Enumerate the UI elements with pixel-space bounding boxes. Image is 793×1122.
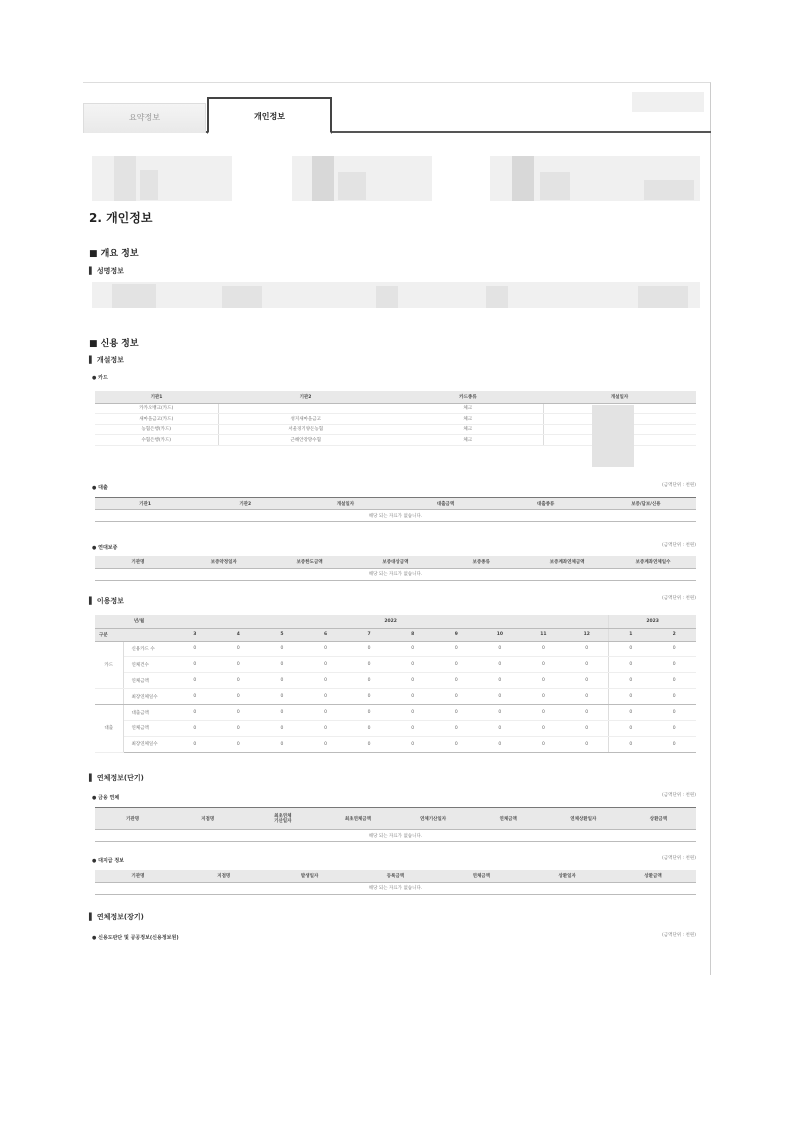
usage-card-body bbox=[95, 641, 696, 705]
overdue-short-title: ▌ 연체정보(단기) bbox=[89, 774, 144, 782]
row-label: 신용카드 수 bbox=[123, 641, 173, 657]
table-cell: 0 bbox=[652, 657, 696, 673]
table-row bbox=[95, 657, 696, 673]
row-label: 연체건수 bbox=[123, 657, 173, 673]
row-group-label bbox=[95, 689, 123, 705]
empty-message: 해당 되는 자료가 없습니다. bbox=[95, 882, 696, 894]
table-cell: 0 bbox=[565, 705, 609, 721]
credit-title-text: 신용 정보 bbox=[100, 339, 139, 349]
tab-personal[interactable]: 개인정보 bbox=[207, 97, 332, 134]
guarantee-table bbox=[95, 556, 696, 581]
month-header: 11 bbox=[522, 628, 566, 641]
section-title: 2. 개인정보 bbox=[89, 211, 153, 225]
table-cell: 0 bbox=[217, 736, 261, 752]
row-label: 연체금액 bbox=[123, 720, 173, 736]
table-header-row bbox=[95, 870, 696, 882]
table-row bbox=[95, 736, 696, 752]
month-header: 3 bbox=[173, 628, 217, 641]
table-cell: 0 bbox=[260, 736, 304, 752]
table-row bbox=[95, 689, 696, 705]
col-header: 대출금액 bbox=[395, 498, 495, 510]
col-header: 연체금액 bbox=[438, 870, 524, 882]
name-info-title: ▌ 성명정보 bbox=[89, 267, 124, 275]
month-header: 10 bbox=[478, 628, 522, 641]
table-cell: 0 bbox=[260, 720, 304, 736]
financial-overdue-label: ● 금융 연체 bbox=[92, 795, 120, 801]
col-header: 보증종류 bbox=[438, 556, 524, 568]
month-header: 8 bbox=[391, 628, 435, 641]
table-cell: 0 bbox=[260, 673, 304, 689]
col-header: 발생일자 bbox=[267, 870, 353, 882]
table-cell: 0 bbox=[391, 720, 435, 736]
loan-table bbox=[95, 497, 696, 522]
year-header-2023: 2023 bbox=[609, 615, 696, 628]
table-cell: 0 bbox=[522, 736, 566, 752]
table-cell: 0 bbox=[478, 705, 522, 721]
table-cell: 0 bbox=[391, 705, 435, 721]
row-label: 최장연체일수 bbox=[123, 736, 173, 752]
col-header: 기관2 bbox=[218, 391, 393, 403]
table-cell: 0 bbox=[434, 705, 478, 721]
usage-unit: (금액단위 : 천원) bbox=[662, 596, 696, 601]
table-cell: 0 bbox=[565, 689, 609, 705]
table-cell: 서울경기양돈농협 bbox=[218, 424, 393, 435]
table-cell: 0 bbox=[609, 736, 653, 752]
col-header: 상환일자 bbox=[524, 870, 610, 882]
table-header-row bbox=[95, 391, 696, 403]
table-cell: 0 bbox=[434, 673, 478, 689]
month-header: 9 bbox=[434, 628, 478, 641]
col-header: 기관명 bbox=[95, 556, 181, 568]
tab-bar bbox=[83, 97, 711, 133]
col-header: 보증약정일자 bbox=[181, 556, 267, 568]
table-cell: 체크 bbox=[393, 435, 543, 446]
col-header: 보증/담보/신용 bbox=[596, 498, 696, 510]
row-label: 최장연체일수 bbox=[123, 689, 173, 705]
month-header: 6 bbox=[304, 628, 348, 641]
table-cell: 0 bbox=[391, 736, 435, 752]
table-cell: 0 bbox=[609, 705, 653, 721]
table-cell: 0 bbox=[609, 720, 653, 736]
guarantee-label-text: 연대보증 bbox=[98, 545, 118, 551]
year-month-header: 년/월 bbox=[95, 615, 173, 628]
empty-row bbox=[95, 568, 696, 580]
table-row bbox=[95, 705, 696, 721]
row-label: 연체금액 bbox=[123, 673, 173, 689]
loan-label: ● 대출 bbox=[92, 485, 108, 491]
table-cell: 0 bbox=[347, 641, 391, 657]
loan-label-text: 대출 bbox=[98, 485, 108, 491]
table-cell: 0 bbox=[522, 673, 566, 689]
table-cell: 0 bbox=[217, 673, 261, 689]
table-cell: 0 bbox=[173, 657, 217, 673]
table-cell: 0 bbox=[652, 705, 696, 721]
table-cell: 0 bbox=[565, 736, 609, 752]
table-cell: 0 bbox=[304, 673, 348, 689]
public-info-label: ● 신용도판단 및 공공정보(신용정보원) bbox=[92, 935, 179, 941]
col-header: 카드종류 bbox=[393, 391, 543, 403]
table-cell: 0 bbox=[304, 736, 348, 752]
usage-title-text: 이용정보 bbox=[96, 597, 124, 605]
table-cell: 0 bbox=[173, 736, 217, 752]
col-header: 개설일자 bbox=[295, 498, 395, 510]
card-label: ● 카드 bbox=[92, 375, 108, 381]
col-header: 상환금액 bbox=[610, 870, 696, 882]
financial-overdue-table bbox=[95, 807, 696, 842]
table-row bbox=[95, 641, 696, 657]
guarantee-label: ● 연대보증 bbox=[92, 545, 118, 551]
table-cell: 0 bbox=[609, 657, 653, 673]
table-cell: 0 bbox=[434, 641, 478, 657]
name-info-text: 성명정보 bbox=[96, 267, 124, 275]
table-cell: 0 bbox=[522, 689, 566, 705]
table-header-row bbox=[95, 556, 696, 568]
table-cell: 체크 bbox=[393, 403, 543, 414]
table-cell: 0 bbox=[304, 641, 348, 657]
table-cell: 0 bbox=[217, 720, 261, 736]
col-header: 기관1 bbox=[95, 391, 218, 403]
row-label: 대출금액 bbox=[123, 705, 173, 721]
credit-title: ■ 신용 정보 bbox=[89, 339, 139, 349]
table-cell: 0 bbox=[347, 736, 391, 752]
table-cell: 0 bbox=[478, 736, 522, 752]
table-cell: 0 bbox=[652, 720, 696, 736]
redacted-block bbox=[632, 92, 704, 112]
table-cell: 0 bbox=[217, 689, 261, 705]
col-header: 지점명 bbox=[181, 870, 267, 882]
table-cell: 0 bbox=[173, 673, 217, 689]
table-cell: 0 bbox=[260, 641, 304, 657]
redacted-dates bbox=[592, 405, 634, 467]
subrogation-unit: (금액단위 : 천원) bbox=[662, 856, 696, 861]
subrogation-label: ● 대지급 정보 bbox=[92, 858, 125, 864]
col-header: 기관명 bbox=[95, 808, 170, 830]
col-header: 대출종류 bbox=[496, 498, 596, 510]
table-cell: 0 bbox=[565, 673, 609, 689]
table-cell: 0 bbox=[304, 720, 348, 736]
col-header: 등록금액 bbox=[353, 870, 439, 882]
guarantee-unit: (금액단위 : 천원) bbox=[662, 543, 696, 548]
open-info-title: ▌ 개설정보 bbox=[89, 356, 124, 364]
overview-title-text: 개요 정보 bbox=[100, 249, 139, 259]
table-cell: 농협은행(카드) bbox=[95, 424, 218, 435]
table-cell: 0 bbox=[173, 689, 217, 705]
col-header: 보증계좌연체일수 bbox=[610, 556, 696, 568]
overview-title: ■ 개요 정보 bbox=[89, 249, 139, 259]
table-cell: 0 bbox=[522, 705, 566, 721]
table-cell: 0 bbox=[173, 705, 217, 721]
empty-row bbox=[95, 510, 696, 522]
table-cell: 0 bbox=[391, 689, 435, 705]
usage-title: ▌ 이용정보 bbox=[89, 597, 124, 605]
col-header: 기관2 bbox=[195, 498, 295, 510]
tab-summary[interactable]: 요약정보 bbox=[83, 103, 206, 133]
table-header-row bbox=[95, 808, 696, 830]
table-cell: 0 bbox=[652, 689, 696, 705]
col-header: 최초연체 기산일자 bbox=[245, 808, 320, 830]
table-cell: 0 bbox=[434, 736, 478, 752]
empty-row bbox=[95, 830, 696, 842]
table-cell: 0 bbox=[260, 689, 304, 705]
col-header: 연체금액 bbox=[471, 808, 546, 830]
col-header: 보증대상금액 bbox=[353, 556, 439, 568]
col-header: 기관1 bbox=[95, 498, 195, 510]
loan-unit: (금액단위 : 천원) bbox=[662, 483, 696, 488]
table-cell: 성지새마을금고 bbox=[218, 414, 393, 425]
table-cell: 0 bbox=[609, 641, 653, 657]
table-cell: 0 bbox=[478, 720, 522, 736]
table-cell: 0 bbox=[434, 657, 478, 673]
card-label-text: 카드 bbox=[98, 375, 108, 381]
subrogation-label-text: 대지급 정보 bbox=[98, 858, 125, 864]
col-header: 보증계좌연체금액 bbox=[524, 556, 610, 568]
table-header-row bbox=[95, 615, 696, 628]
table-cell: 0 bbox=[522, 641, 566, 657]
col-header: 최초연체금액 bbox=[320, 808, 395, 830]
table-cell: 0 bbox=[217, 657, 261, 673]
table-cell: 0 bbox=[565, 641, 609, 657]
table-cell: 0 bbox=[652, 736, 696, 752]
month-header: 7 bbox=[347, 628, 391, 641]
table-row bbox=[95, 720, 696, 736]
table-cell: 0 bbox=[522, 720, 566, 736]
overdue-long-title: ▌ 연체정보(장기) bbox=[89, 913, 144, 921]
table-cell: 0 bbox=[434, 689, 478, 705]
col-header: 개설일자 bbox=[543, 391, 696, 403]
table-cell: 0 bbox=[478, 689, 522, 705]
table-cell: 0 bbox=[522, 657, 566, 673]
table-cell: 0 bbox=[652, 641, 696, 657]
month-header: 2 bbox=[652, 628, 696, 641]
year-header-2022: 2022 bbox=[173, 615, 609, 628]
table-cell: 0 bbox=[347, 657, 391, 673]
col-header: 연체기산일자 bbox=[396, 808, 471, 830]
financial-overdue-label-text: 금융 연체 bbox=[98, 795, 120, 801]
table-cell: 0 bbox=[434, 720, 478, 736]
table-cell: 0 bbox=[391, 641, 435, 657]
table-cell: 0 bbox=[347, 720, 391, 736]
table-cell: 0 bbox=[565, 720, 609, 736]
overdue-long-title-text: 연체정보(장기) bbox=[96, 913, 144, 921]
table-cell: 0 bbox=[478, 673, 522, 689]
empty-message: 해당 되는 자료가 없습니다. bbox=[95, 830, 696, 842]
table-cell: 0 bbox=[565, 657, 609, 673]
open-info-text: 개설정보 bbox=[96, 356, 124, 364]
month-header: 1 bbox=[609, 628, 653, 641]
table-cell: 새마을금고(카드) bbox=[95, 414, 218, 425]
table-cell: 0 bbox=[260, 657, 304, 673]
empty-message: 해당 되는 자료가 없습니다. bbox=[95, 510, 696, 522]
row-group-label: 카드 bbox=[95, 641, 123, 689]
table-cell: 체크 bbox=[393, 414, 543, 425]
col-header: 상환금액 bbox=[621, 808, 696, 830]
usage-loan-body bbox=[95, 705, 696, 753]
table-cell: 0 bbox=[347, 673, 391, 689]
empty-row bbox=[95, 882, 696, 894]
table-cell: 0 bbox=[304, 657, 348, 673]
table-cell: 카카오뱅크(카드) bbox=[95, 403, 218, 414]
col-header: 기관명 bbox=[95, 870, 181, 882]
table-cell: 0 bbox=[260, 705, 304, 721]
table-cell: 0 bbox=[217, 641, 261, 657]
table-cell: 0 bbox=[478, 641, 522, 657]
table-cell: 0 bbox=[217, 705, 261, 721]
table-cell: 체크 bbox=[393, 424, 543, 435]
usage-table bbox=[95, 615, 696, 753]
month-header: 12 bbox=[565, 628, 609, 641]
division-header: 구분 bbox=[95, 628, 173, 641]
col-header: 지점명 bbox=[170, 808, 245, 830]
table-cell: 0 bbox=[173, 720, 217, 736]
col-header: 연체상환일자 bbox=[546, 808, 621, 830]
table-cell: 0 bbox=[652, 673, 696, 689]
table-cell: 0 bbox=[304, 689, 348, 705]
table-cell: 0 bbox=[391, 673, 435, 689]
table-cell: 수협은행(카드) bbox=[95, 435, 218, 446]
table-cell: 0 bbox=[347, 705, 391, 721]
table-cell: 0 bbox=[173, 641, 217, 657]
col-header: 보증한도금액 bbox=[267, 556, 353, 568]
table-cell: 0 bbox=[347, 689, 391, 705]
table-cell: 0 bbox=[391, 657, 435, 673]
subrogation-table bbox=[95, 870, 696, 895]
table-cell: 0 bbox=[478, 657, 522, 673]
month-header: 5 bbox=[260, 628, 304, 641]
financial-overdue-unit: (금액단위 : 천원) bbox=[662, 793, 696, 798]
table-cell bbox=[218, 403, 393, 414]
table-cell: 0 bbox=[304, 705, 348, 721]
table-cell: 0 bbox=[609, 689, 653, 705]
table-header-row bbox=[95, 628, 696, 641]
empty-message: 해당 되는 자료가 없습니다. bbox=[95, 568, 696, 580]
table-cell: 0 bbox=[609, 673, 653, 689]
month-header: 4 bbox=[217, 628, 261, 641]
public-info-unit: (금액단위 : 천원) bbox=[662, 933, 696, 938]
overdue-short-title-text: 연체정보(단기) bbox=[96, 774, 144, 782]
table-header-row bbox=[95, 498, 696, 510]
table-row bbox=[95, 673, 696, 689]
row-group-label: 대출 bbox=[95, 705, 123, 753]
public-info-label-text: 신용도판단 및 공공정보(신용정보원) bbox=[98, 935, 179, 941]
table-cell: 근해안강망수협 bbox=[218, 435, 393, 446]
